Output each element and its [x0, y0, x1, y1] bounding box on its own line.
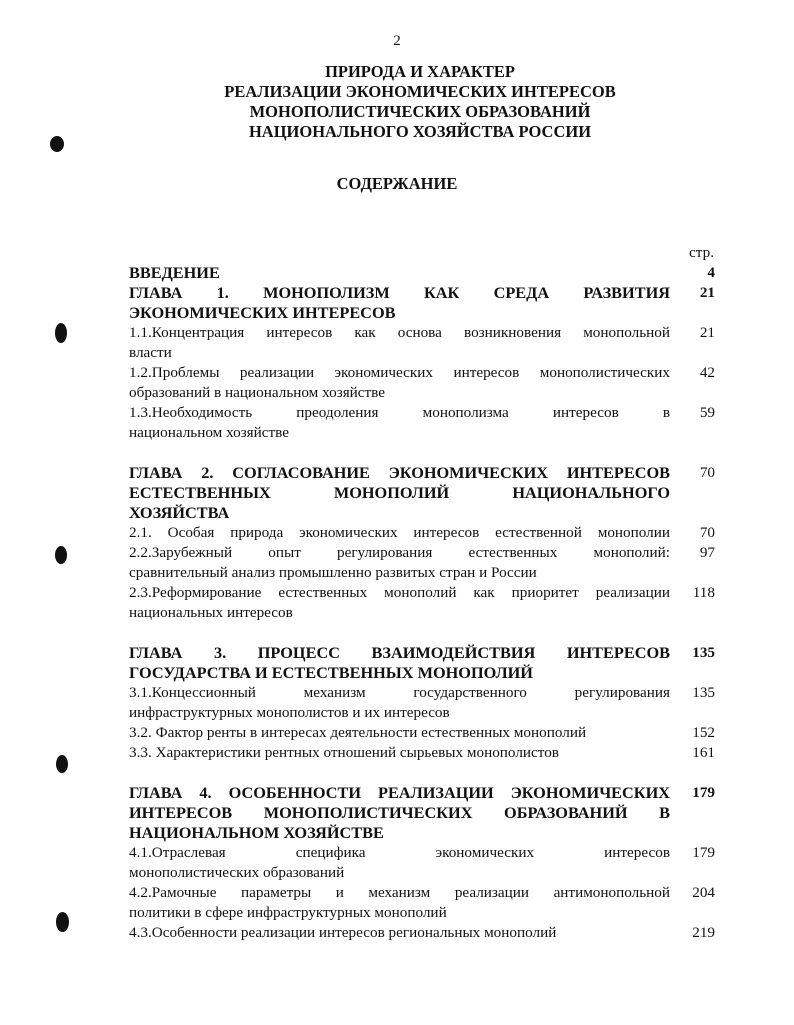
section-title-line: 1.2.Проблемы реализации экономических интересов монополистических	[129, 364, 670, 381]
section-title-line: национальном хозяйстве	[129, 424, 289, 441]
section-title-line: 1.1.Концентрация интересов как основа возникновения монопольной	[129, 324, 670, 341]
page-number: 2	[393, 33, 401, 49]
title-line: НАЦИОНАЛЬНОГО ХОЗЯЙСТВА РОССИИ	[248, 122, 592, 141]
punch-hole-mark	[55, 323, 67, 343]
toc-chapter-3-cont	[129, 663, 715, 683]
section-title-line: национальных интересов	[129, 604, 293, 621]
chapter-title-line: ГЛАВА 2. СОГЛАСОВАНИЕ ЭКОНОМИЧЕСКИХ ИНТЕРЕСОВ	[129, 463, 670, 482]
toc-chapter-2	[129, 463, 715, 483]
toc-section	[129, 683, 715, 703]
toc-section-cont	[129, 343, 715, 363]
toc-section	[129, 843, 715, 863]
section-title-line: 3.1.Концессионный механизм государственного регулирования	[129, 684, 670, 701]
section-page: 21	[699, 324, 715, 341]
section-title-line: сравнительный анализ промышленно развитых стран и России	[129, 564, 537, 581]
toc-chapter-1-cont	[129, 303, 715, 323]
section-page: 179	[692, 844, 715, 861]
toc-section-cont	[129, 603, 715, 623]
section-page: 70	[699, 524, 715, 541]
toc-section	[129, 923, 715, 943]
chapter-title-line: ГЛАВА 1. МОНОПОЛИЗМ КАК СРЕДА РАЗВИТИЯ	[129, 283, 670, 302]
toc-section	[129, 323, 715, 343]
title-line: РЕАЛИЗАЦИИ ЭКОНОМИЧЕСКИХ ИНТЕРЕСОВ	[224, 82, 616, 101]
punch-hole-mark	[50, 136, 64, 152]
title-line: МОНОПОЛИСТИЧЕСКИХ ОБРАЗОВАНИЙ	[249, 102, 591, 121]
toc-chapter-1	[129, 283, 715, 303]
toc-section	[129, 583, 715, 603]
toc-chapter-4-cont	[129, 823, 715, 843]
section-title-line: 4.1.Отраслевая специфика экономических интересов	[129, 844, 670, 861]
punch-hole-mark	[56, 912, 69, 932]
toc-section	[129, 723, 715, 743]
section-title-line: политики в сфере инфраструктурных монополий	[129, 904, 447, 921]
intro-page: 4	[707, 264, 715, 281]
chapter-title-line: НАЦИОНАЛЬНОМ ХОЗЯЙСТВЕ	[129, 823, 384, 842]
section-title-line: 2.2.Зарубежный опыт регулирования естественных монополий:	[129, 544, 670, 561]
page-column-header: стр.	[689, 244, 714, 261]
punch-hole-mark	[55, 546, 67, 564]
punch-hole-mark	[56, 755, 68, 773]
toc-section-cont	[129, 563, 715, 583]
section-title-line: образований в национальном хозяйстве	[129, 384, 386, 401]
section-page: 161	[692, 744, 715, 761]
toc-section-cont	[129, 703, 715, 723]
section-title-line: 4.3.Особенности реализации интересов региональных монополий	[129, 924, 557, 941]
section-title-line: 3.3. Характеристики рентных отношений сырьевых монополистов	[129, 744, 559, 761]
toc-chapter-4	[129, 783, 715, 803]
section-page: 135	[692, 684, 715, 701]
toc-section-cont	[129, 423, 715, 443]
section-title-line: 3.2. Фактор ренты в интересах деятельности естественных монополий	[129, 724, 587, 741]
section-title-line: власти	[129, 344, 172, 361]
chapter-title-line: ХОЗЯЙСТВА	[129, 503, 230, 522]
chapter-title-line: ГЛАВА 3. ПРОЦЕСС ВЗАИМОДЕЙСТВИЯ ИНТЕРЕСОВ	[129, 643, 670, 662]
toc-chapter-2-cont	[129, 503, 715, 523]
title-line: ПРИРОДА И ХАРАКТЕР	[325, 62, 515, 81]
section-title-line: 2.1. Особая природа экономических интересов естественной монополии	[129, 524, 670, 541]
chapter-title-line: ГОСУДАРСТВА И ЕСТЕСТВЕННЫХ МОНОПОЛИЙ	[129, 663, 533, 682]
section-page: 219	[692, 924, 715, 941]
section-title-line: монополистических образований	[129, 864, 345, 881]
toc-section-cont	[129, 383, 715, 403]
section-page: 42	[699, 364, 715, 381]
section-title-line: 2.3.Реформирование естественных монополий как приоритет реализации	[129, 584, 670, 601]
chapter-page: 179	[692, 784, 715, 801]
chapter-page: 21	[699, 284, 715, 301]
chapter-title-line: ИНТЕРЕСОВ МОНОПОЛИСТИЧЕСКИХ ОБРАЗОВАНИЙ В	[129, 803, 670, 822]
section-page: 97	[699, 544, 715, 561]
toc-intro	[129, 263, 715, 283]
intro-label: ВВЕДЕНИЕ	[129, 263, 220, 282]
toc-section	[129, 543, 715, 563]
table-of-contents	[129, 243, 715, 943]
toc-section-cont	[129, 863, 715, 883]
section-page: 59	[699, 404, 715, 421]
section-title-line: 1.3.Необходимость преодоления монополизма интересов в	[129, 404, 670, 421]
chapter-title-line: ЕСТЕСТВЕННЫХ МОНОПОЛИЙ НАЦИОНАЛЬНОГО	[129, 483, 670, 502]
toc-section	[129, 743, 715, 763]
section-page: 118	[692, 584, 715, 601]
chapter-page: 135	[692, 644, 715, 661]
chapter-page: 70	[699, 464, 715, 481]
toc-section	[129, 403, 715, 423]
toc-chapter-4-cont	[129, 803, 715, 823]
toc-section-cont	[129, 903, 715, 923]
section-page: 152	[692, 724, 715, 741]
section-title-line: 4.2.Рамочные параметры и механизм реализации антимонопольной	[129, 884, 670, 901]
toc-chapter-3	[129, 643, 715, 663]
toc-chapter-2-cont	[129, 483, 715, 503]
contents-heading: СОДЕРЖАНИЕ	[336, 174, 458, 193]
document-title	[120, 62, 720, 142]
chapter-title-line: ЭКОНОМИЧЕСКИХ ИНТЕРЕСОВ	[129, 303, 396, 322]
chapter-title-line: ГЛАВА 4. ОСОБЕННОСТИ РЕАЛИЗАЦИИ ЭКОНОМИЧЕСКИХ	[129, 783, 670, 802]
toc-section	[129, 523, 715, 543]
section-page: 204	[692, 884, 715, 901]
toc-section	[129, 363, 715, 383]
toc-section	[129, 883, 715, 903]
section-title-line: инфраструктурных монополистов и их интересов	[129, 704, 450, 721]
